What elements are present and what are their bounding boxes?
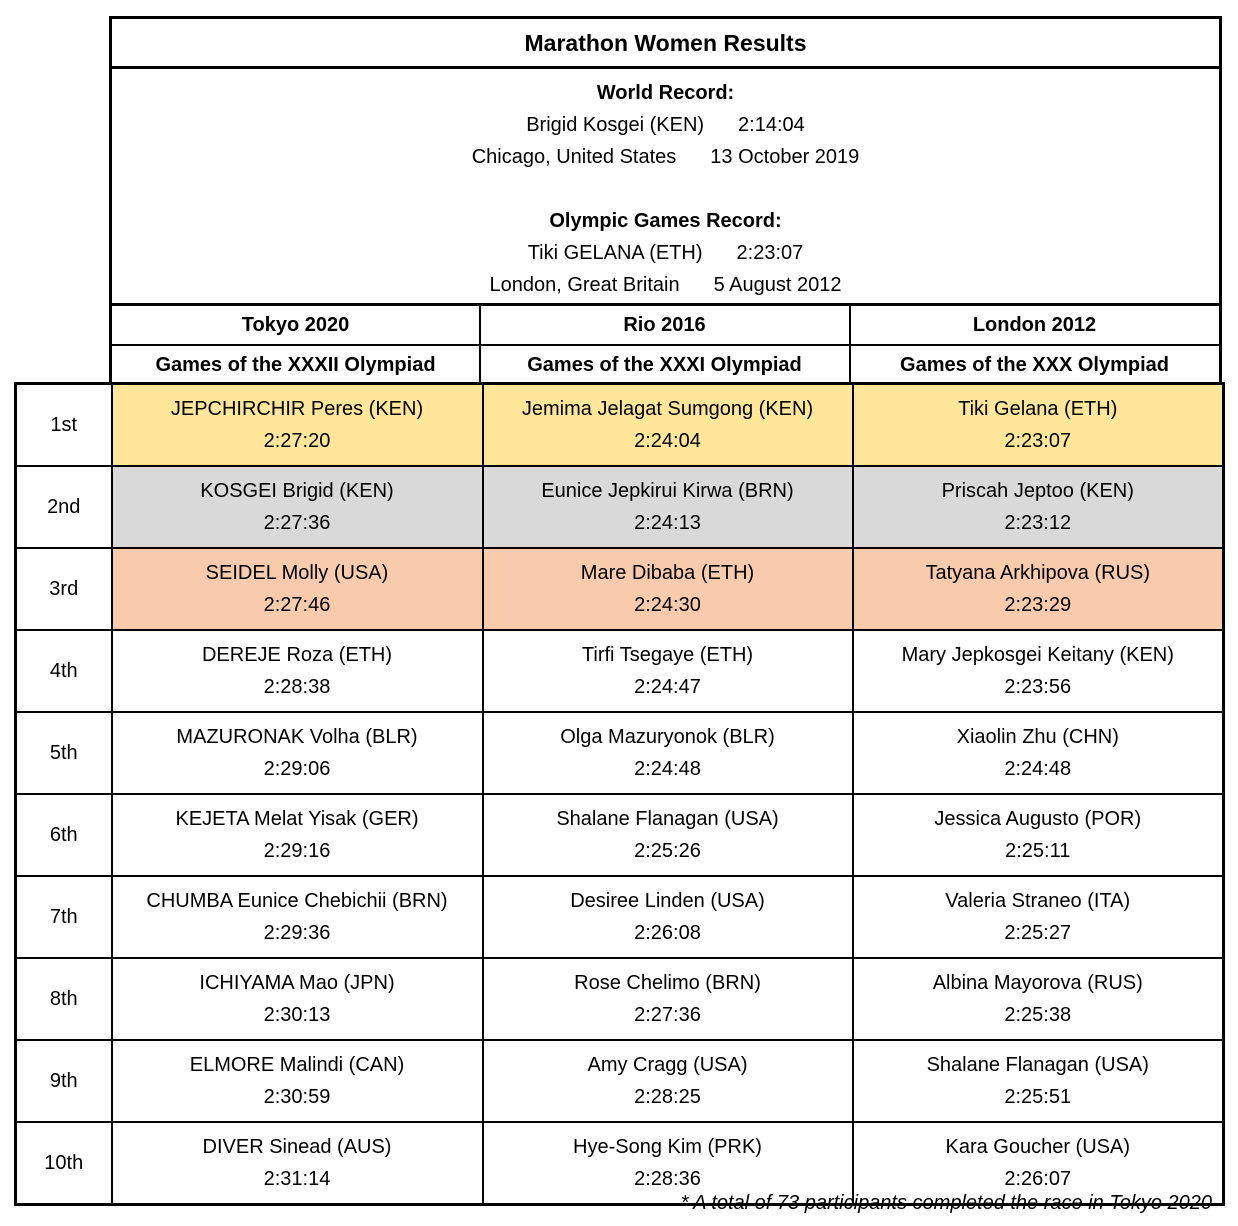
finish-time: 2:24:48: [1004, 758, 1072, 780]
result-cell: [112, 630, 483, 712]
olympic-record-location: London, Great Britain: [489, 274, 680, 296]
table-row: [16, 876, 1224, 958]
rank-cell: 10th: [16, 1122, 112, 1205]
records-panel: [109, 66, 1222, 305]
result-cell: [483, 1040, 853, 1122]
athlete-name: CHUMBA Eunice Chebichii (BRN): [146, 890, 448, 912]
result-cell: [853, 466, 1224, 548]
athlete-name: DEREJE Roza (ETH): [201, 644, 393, 666]
result-cell: [112, 1122, 483, 1205]
finish-time: 2:24:04: [634, 430, 701, 452]
athlete-name: Jessica Augusto (POR): [934, 808, 1142, 830]
page-title: Marathon Women Results: [109, 16, 1222, 68]
result-cell: [112, 958, 483, 1040]
result-cell: [483, 384, 853, 467]
result-cell: [483, 466, 853, 548]
world-record-date: 13 October 2019: [710, 146, 860, 168]
table-row: [16, 548, 1224, 630]
finish-time: 2:28:38: [263, 676, 331, 698]
finish-time: 2:31:14: [263, 1168, 331, 1190]
finish-time: 2:29:36: [263, 922, 331, 944]
athlete-name: Tirfi Tsegaye (ETH): [581, 644, 754, 666]
table-row: [16, 794, 1224, 876]
rank-cell: 8th: [16, 958, 112, 1040]
athlete-name: Desiree Linden (USA): [570, 890, 765, 912]
rank-cell: 5th: [16, 712, 112, 794]
games-name-london: London 2012: [850, 303, 1222, 345]
finish-time: 2:23:29: [1004, 594, 1072, 616]
finish-time: 2:23:07: [1004, 430, 1072, 452]
result-cell: [853, 548, 1224, 630]
table-row: [16, 712, 1224, 794]
finish-time: 2:27:36: [263, 512, 331, 534]
games-name-rio: Rio 2016: [480, 303, 851, 345]
athlete-name: Mary Jepkosgei Keitany (KEN): [901, 644, 1174, 666]
result-cell: [483, 548, 853, 630]
finish-time: 2:23:56: [1004, 676, 1072, 698]
athlete-name: Albina Mayorova (RUS): [932, 972, 1143, 994]
result-cell: [112, 384, 483, 467]
result-cell: [853, 384, 1224, 467]
finish-time: 2:26:08: [634, 922, 701, 944]
finish-time: 2:25:38: [1004, 1004, 1072, 1026]
athlete-name: Tatyana Arkhipova (RUS): [925, 562, 1151, 584]
athlete-name: Xiaolin Zhu (CHN): [956, 726, 1119, 748]
finish-time: 2:27:20: [263, 430, 331, 452]
world-record-athlete-line: [112, 109, 1219, 141]
table-row: [16, 466, 1224, 548]
games-subtitle-rio: Games of the XXXI Olympiad: [480, 344, 851, 384]
result-cell: [483, 712, 853, 794]
finish-time: 2:24:47: [634, 676, 701, 698]
athlete-name: Shalane Flanagan (USA): [556, 808, 779, 830]
result-cell: [853, 712, 1224, 794]
result-cell: [112, 466, 483, 548]
athlete-name: Mare Dibaba (ETH): [580, 562, 755, 584]
finish-time: 2:25:26: [634, 840, 701, 862]
athlete-name: Amy Cragg (USA): [587, 1054, 748, 1076]
olympic-record-date: 5 August 2012: [713, 274, 842, 296]
rank-cell: 7th: [16, 876, 112, 958]
athlete-name: Rose Chelimo (BRN): [574, 972, 761, 994]
finish-time: 2:24:30: [634, 594, 701, 616]
table-row: [16, 384, 1224, 467]
result-cell: [853, 794, 1224, 876]
footnote: * A total of 73 participants completed the race in Tokyo 2020: [680, 1192, 1212, 1214]
result-cell: [112, 876, 483, 958]
athlete-name: Jemima Jelagat Sumgong (KEN): [521, 398, 814, 420]
finish-time: 2:30:59: [263, 1086, 331, 1108]
games-subtitle-london: Games of the XXX Olympiad: [850, 344, 1222, 384]
finish-time: 2:29:06: [263, 758, 331, 780]
finish-time: 2:26:07: [1004, 1168, 1072, 1190]
finish-time: 2:25:11: [1005, 840, 1071, 862]
finish-time: 2:29:16: [263, 840, 331, 862]
finish-time: 2:27:46: [263, 594, 331, 616]
result-cell: [112, 712, 483, 794]
result-cell: [112, 794, 483, 876]
finish-time: 2:28:36: [634, 1168, 701, 1190]
world-record-location-line: [112, 141, 1219, 173]
result-cell: [112, 1040, 483, 1122]
athlete-name: Valeria Straneo (ITA): [945, 890, 1131, 912]
athlete-name: Priscah Jeptoo (KEN): [941, 480, 1134, 502]
athlete-name: Shalane Flanagan (USA): [926, 1054, 1149, 1076]
result-cell: [853, 876, 1224, 958]
athlete-name: Tiki Gelana (ETH): [958, 398, 1118, 420]
results-table: [14, 382, 1225, 1206]
world-record-location: Chicago, United States: [471, 146, 677, 168]
rank-cell: 6th: [16, 794, 112, 876]
world-record-label: World Record:: [596, 82, 735, 104]
finish-time: 2:30:13: [263, 1004, 331, 1026]
games-name-tokyo: Tokyo 2020: [109, 303, 481, 345]
olympic-record-label: Olympic Games Record:: [549, 210, 782, 232]
athlete-name: KOSGEI Brigid (KEN): [200, 480, 394, 502]
athlete-name: ELMORE Malindi (CAN): [189, 1054, 405, 1076]
rank-cell: 2nd: [16, 466, 112, 548]
athlete-name: Eunice Jepkirui Kirwa (BRN): [541, 480, 794, 502]
rank-cell: 1st: [16, 384, 112, 467]
finish-time: 2:27:36: [634, 1004, 701, 1026]
olympic-record-athlete-line: [112, 237, 1219, 269]
finish-time: 2:24:48: [634, 758, 701, 780]
olympic-record-time: 2:23:07: [736, 242, 804, 264]
result-cell: [483, 794, 853, 876]
olympic-record-athlete: Tiki GELANA (ETH): [527, 242, 703, 264]
table-row: [16, 630, 1224, 712]
olympic-record-location-line: [112, 269, 1219, 301]
finish-time: 2:25:51: [1004, 1086, 1072, 1108]
world-record-athlete: Brigid Kosgei (KEN): [526, 114, 705, 136]
athlete-name: Kara Goucher (USA): [945, 1136, 1130, 1158]
result-cell: [112, 548, 483, 630]
athlete-name: JEPCHIRCHIR Peres (KEN): [170, 398, 424, 420]
games-subtitle-tokyo: Games of the XXXII Olympiad: [109, 344, 481, 384]
athlete-name: Olga Mazuryonok (BLR): [560, 726, 775, 748]
result-cell: [853, 1040, 1224, 1122]
result-cell: [853, 630, 1224, 712]
athlete-name: SEIDEL Molly (USA): [205, 562, 389, 584]
athlete-name: KEJETA Melat Yisak (GER): [175, 808, 419, 830]
athlete-name: ICHIYAMA Mao (JPN): [199, 972, 395, 994]
finish-time: 2:24:13: [634, 512, 701, 534]
world-record-time: 2:14:04: [738, 114, 805, 136]
table-row: [16, 1040, 1224, 1122]
rank-cell: 9th: [16, 1040, 112, 1122]
finish-time: 2:28:25: [634, 1086, 701, 1108]
result-cell: [853, 958, 1224, 1040]
rank-cell: 3rd: [16, 548, 112, 630]
result-cell: [483, 958, 853, 1040]
athlete-name: Hye-Song Kim (PRK): [573, 1136, 762, 1158]
athlete-name: DIVER Sinead (AUS): [202, 1136, 392, 1158]
result-cell: [483, 630, 853, 712]
finish-time: 2:25:27: [1004, 922, 1072, 944]
finish-time: 2:23:12: [1004, 512, 1072, 534]
table-row: [16, 958, 1224, 1040]
rank-cell: 4th: [16, 630, 112, 712]
athlete-name: MAZURONAK Volha (BLR): [176, 726, 418, 748]
result-cell: [483, 876, 853, 958]
